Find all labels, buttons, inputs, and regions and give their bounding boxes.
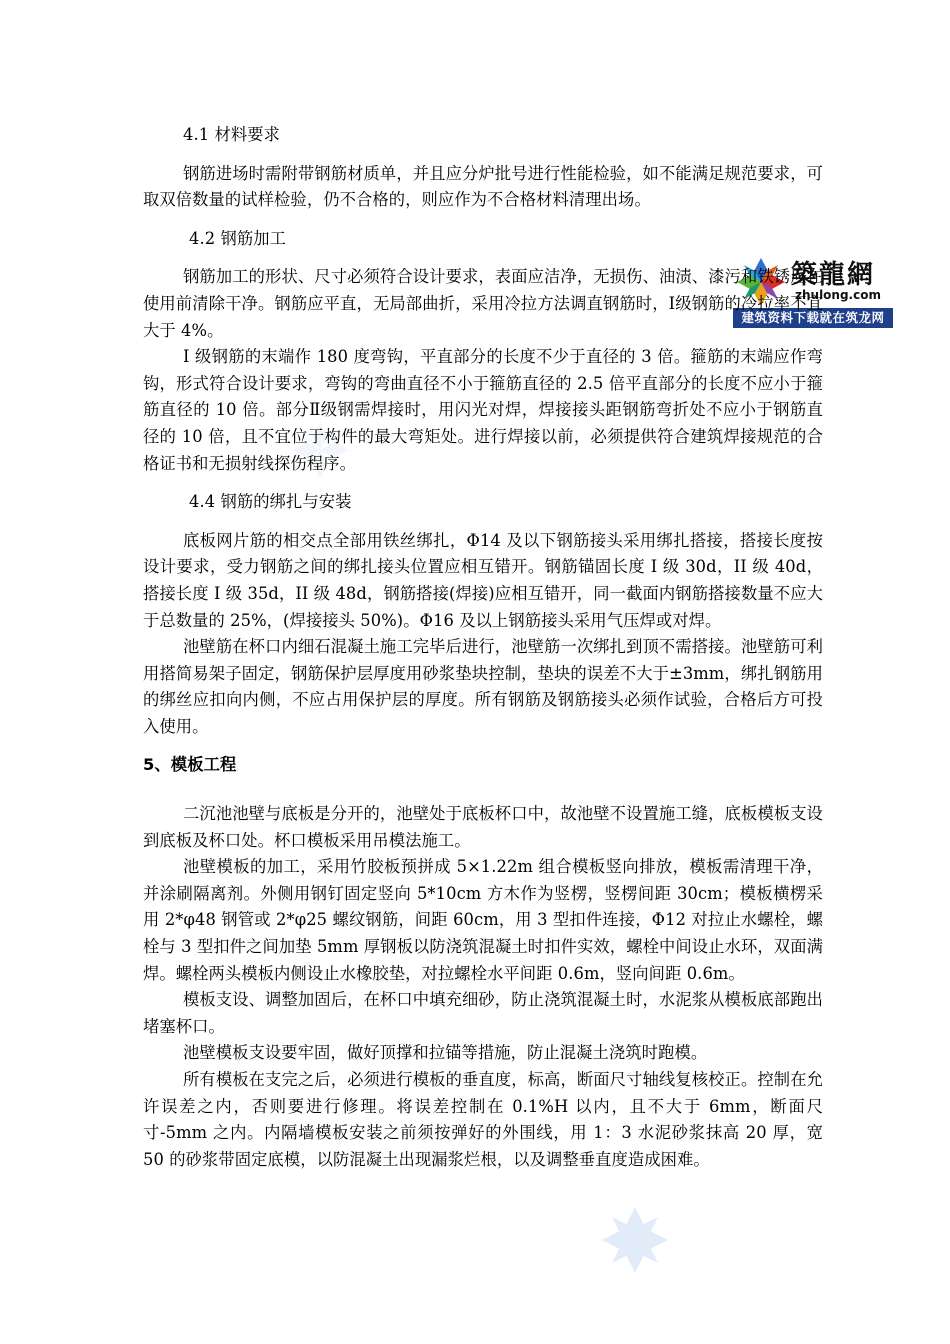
section-heading-5: 5、模板工程 [143, 755, 237, 775]
paragraph: 模板支设、调整加固后，在杯口中填充细砂，防止浇筑混凝土时，水泥浆从模板底部跑出堵塞杯口。 [143, 990, 823, 1036]
paragraph: 底板网片筋的相交点全部用铁丝绑扎，Φ14 及以下钢筋接头采用绑扎搭接，搭接长度按设计要求，受力钢筋之间的绑扎接头位置应相互错开。钢筋锚固长度 I 级 30d，II 级 40d，搭接长度 I 级 35d，II 级 48d，钢筋搭接(焊接)应相互错开，同一截面内钢筋搭接数量不应大于总数量的 25%，(焊接接头 50%)。Φ16 及以上钢筋接头采用气压焊或对焊。 [143, 530, 823, 630]
paragraph: I 级钢筋的末端作 180 度弯钩，平直部分的长度不少于直径的 3 倍。箍筋的末端应作弯钩，形式符合设计要求，弯钩的弯曲直径不小于箍筋直径的 2.5 倍平直部分的长度不应小于箍筋直径的 10 倍。部分Ⅱ级钢需焊接时，用闪光对焊，焊接接头距钢筋弯折处不应小于钢筋直径的 10 倍，且不宜位于构件的最大弯矩处。进行焊接以前，必须提供符合建筑焊接规范的合格证书和无损射线探伤程序。 [143, 347, 823, 473]
paragraph: 所有模板在支完之后，必须进行模板的垂直度，标高，断面尺寸轴线复核校正。控制在允许误差之内，否则要进行修理。将误差控制在 0.1%H 以内，且不大于 6mm，断面尺寸-5mm 之内。内隔墙模板安装之前须按弹好的外围线，用 1：3 水泥砂浆抹高 20 厚，宽 50 的砂浆带固定底模，以防混凝土出现漏浆烂根，以及调整垂直度造成困难。 [143, 1070, 823, 1169]
paragraph: 池壁筋在杯口内细石混凝土施工完毕后进行，池壁筋一次绑扎到顶不需搭接。池壁筋可利用搭简易架子固定，钢筋保护层厚度用砂浆垫块控制，垫块的误差不大于±3mm，绑扎钢筋用的绑丝应扣向内侧，不应占用保护层的厚度。所有钢筋及钢筋接头必须作试验，合格后方可投入使用。 [143, 637, 823, 736]
logo-chinese-text: 築龍網 [791, 260, 876, 290]
logo-slogan: 建筑资料下载就在筑龙网 [733, 308, 893, 328]
document-body [143, 122, 823, 1173]
section-title-4-4: 4.4 钢筋的绑扎与安装 [189, 492, 352, 512]
logo-url-text: zhulong.com [795, 288, 881, 302]
paragraph: 钢筋进场时需附带钢筋材质单，并且应分炉批号进行性能检验，如不能满足规范要求，可取双倍数量的试样检验，仍不合格的，则应作为不合格材料清理出场。 [143, 163, 823, 210]
snowflake-watermark-icon [600, 1205, 670, 1275]
section-title-4-2: 4.2 钢筋加工 [189, 228, 286, 248]
paragraph: 池壁模板的加工，采用竹胶板预拼成 5×1.22m 组合模板竖向排放，模板需清理干净，并涂刷隔离剂。外侧用钢钉固定竖向 5*10cm 方木作为竖楞，竖楞间距 30cm；模板横楞采用 2*φ48 钢管或 2*φ25 螺纹钢筋，间距 60cm，用 3 型扣件连接，Φ12 对拉止水螺栓，螺栓与 3 型扣件之间加垫 5mm 厚钢板以防浇筑混凝土时扣件实效，螺栓中间设止水环，双面满焊。螺栓两头模板内侧设止水橡胶垫，对拉螺栓水平间距 0.6m，竖向间距 0.6m。 [143, 857, 823, 983]
paragraph: 二沉池池壁与底板是分开的，池壁处于底板杯口中，故池壁不设置施工缝，底板模板支设到底板及杯口处。杯口模板采用吊模法施工。 [143, 804, 823, 850]
section-title-4-1: 4.1 材料要求 [183, 125, 280, 144]
paragraph: 钢筋加工的形状、尺寸必须符合设计要求，表面应洁净，无损伤、油渍、漆污和铁锈应在使用前清除干净。钢筋应平直，无局部曲折，采用冷拉方法调直钢筋时，Ⅰ级钢筋的冷拉率不宜大于 4%。 [143, 267, 823, 340]
paragraph: 池壁模板支设要牢固，做好顶撑和拉锚等措施，防止混凝土浇筑时跑模。 [183, 1043, 708, 1063]
